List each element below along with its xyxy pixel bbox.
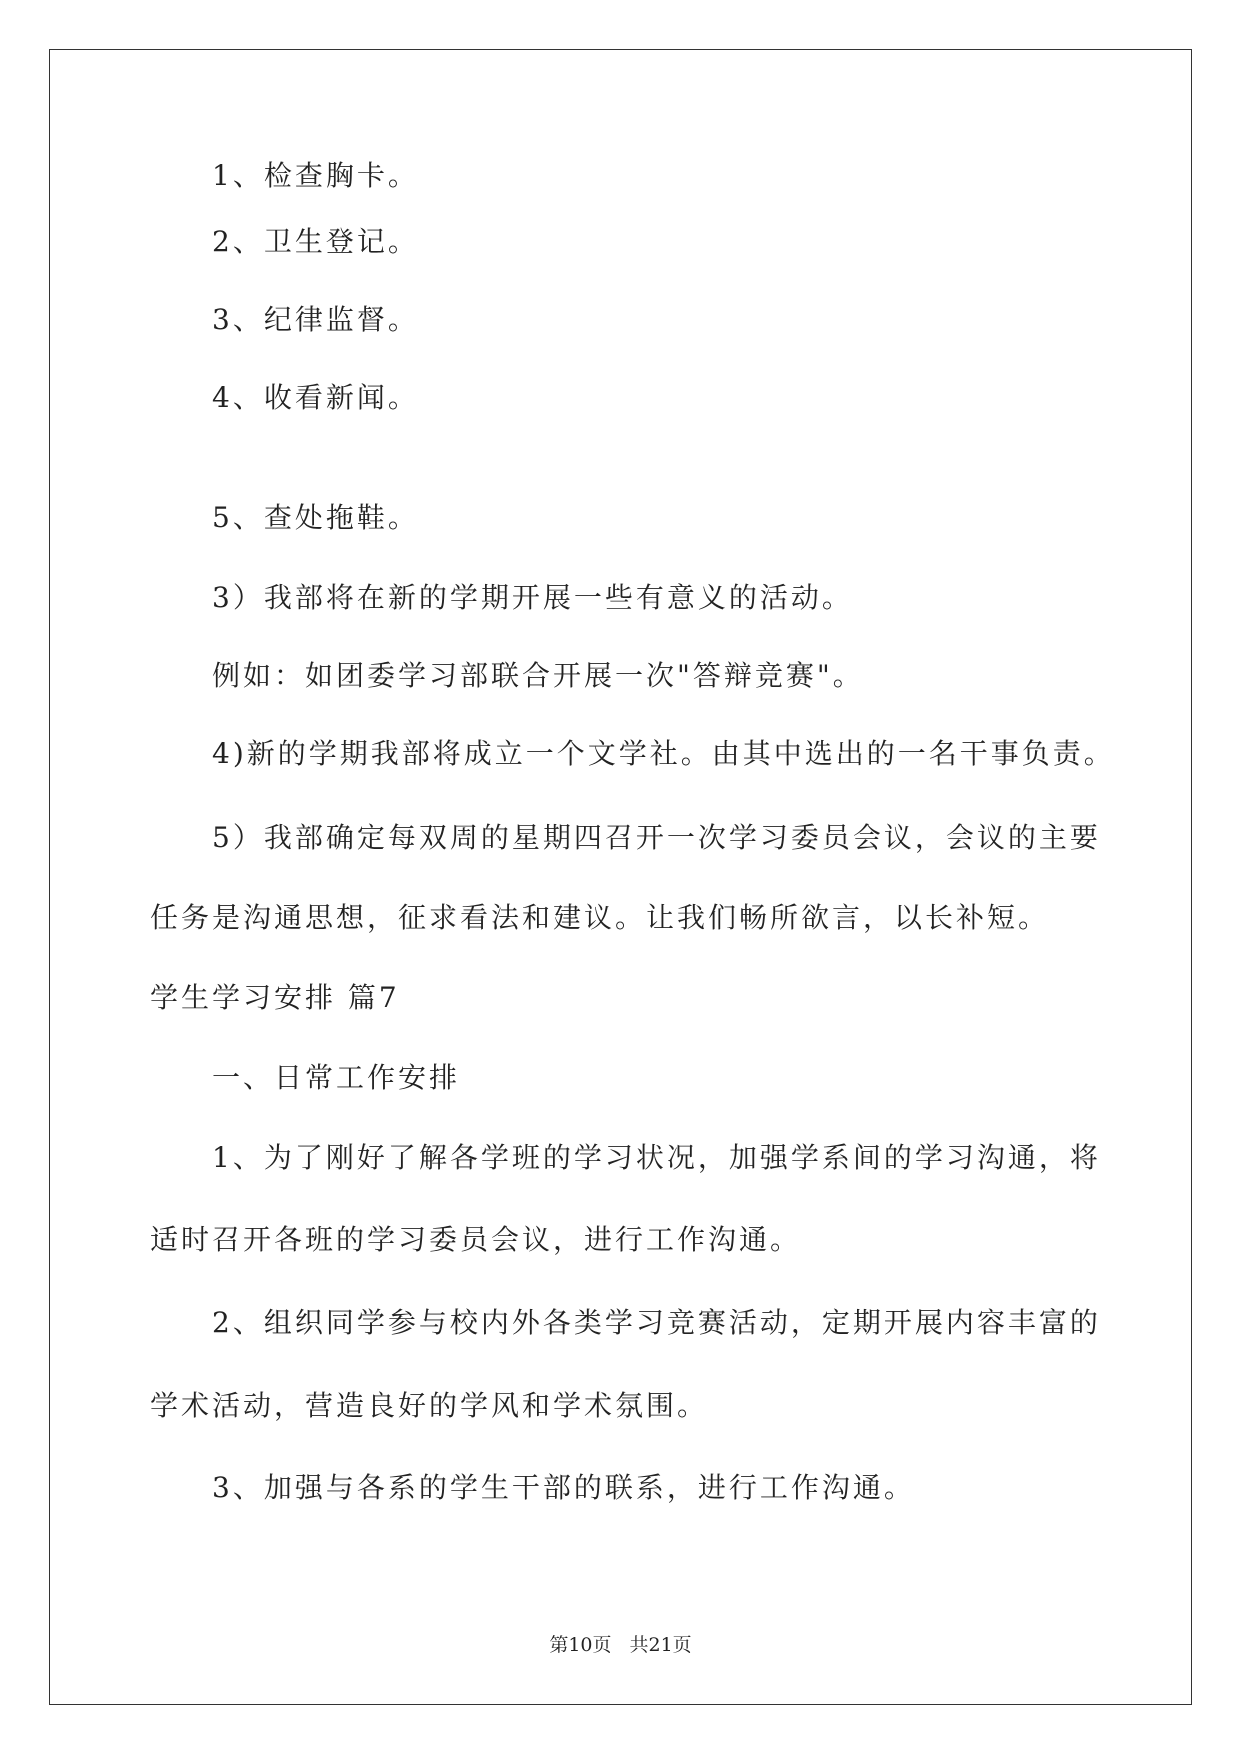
- section-heading: 学生学习安排 篇7: [150, 981, 400, 1014]
- paragraph: 2、组织同学参与校内外各类学习竞赛活动，定期开展内容丰富的: [212, 1306, 1101, 1339]
- paragraph-continuation: 适时召开各班的学习委员会议，进行工作沟通。: [150, 1223, 802, 1256]
- paragraph: 例如：如团委学习部联合开展一次"答辩竞赛"。: [212, 659, 864, 692]
- paragraph: 3、加强与各系的学生干部的联系，进行工作沟通。: [212, 1471, 915, 1504]
- list-item: 1、检查胸卡。: [212, 159, 419, 192]
- paragraph: 1、为了刚好了解各学班的学习状况，加强学系间的学习沟通，将: [212, 1141, 1101, 1174]
- page-number-total: 共21页: [629, 1634, 692, 1656]
- paragraph-continuation: 任务是沟通思想，征求看法和建议。让我们畅所欲言，以长补短。: [150, 901, 1050, 934]
- list-item: 3、纪律监督。: [212, 303, 419, 336]
- paragraph: 3）我部将在新的学期开展一些有意义的活动。: [212, 581, 853, 614]
- paragraph: 5）我部确定每双周的星期四召开一次学习委员会议，会议的主要: [212, 821, 1101, 854]
- list-item: 2、卫生登记。: [212, 225, 419, 258]
- list-item: 4、收看新闻。: [212, 381, 419, 414]
- paragraph-continuation: 学术活动，营造良好的学风和学术氛围。: [150, 1389, 709, 1422]
- page-footer: [0, 1633, 1241, 1657]
- subsection-heading: 一、日常工作安排: [212, 1061, 461, 1094]
- page-number-current: 第10页: [549, 1634, 612, 1656]
- page-border: [49, 49, 1192, 1705]
- list-item: 5、查处拖鞋。: [212, 501, 419, 534]
- paragraph: 4)新的学期我部将成立一个文学社。由其中选出的一名干事负责。: [212, 737, 1115, 770]
